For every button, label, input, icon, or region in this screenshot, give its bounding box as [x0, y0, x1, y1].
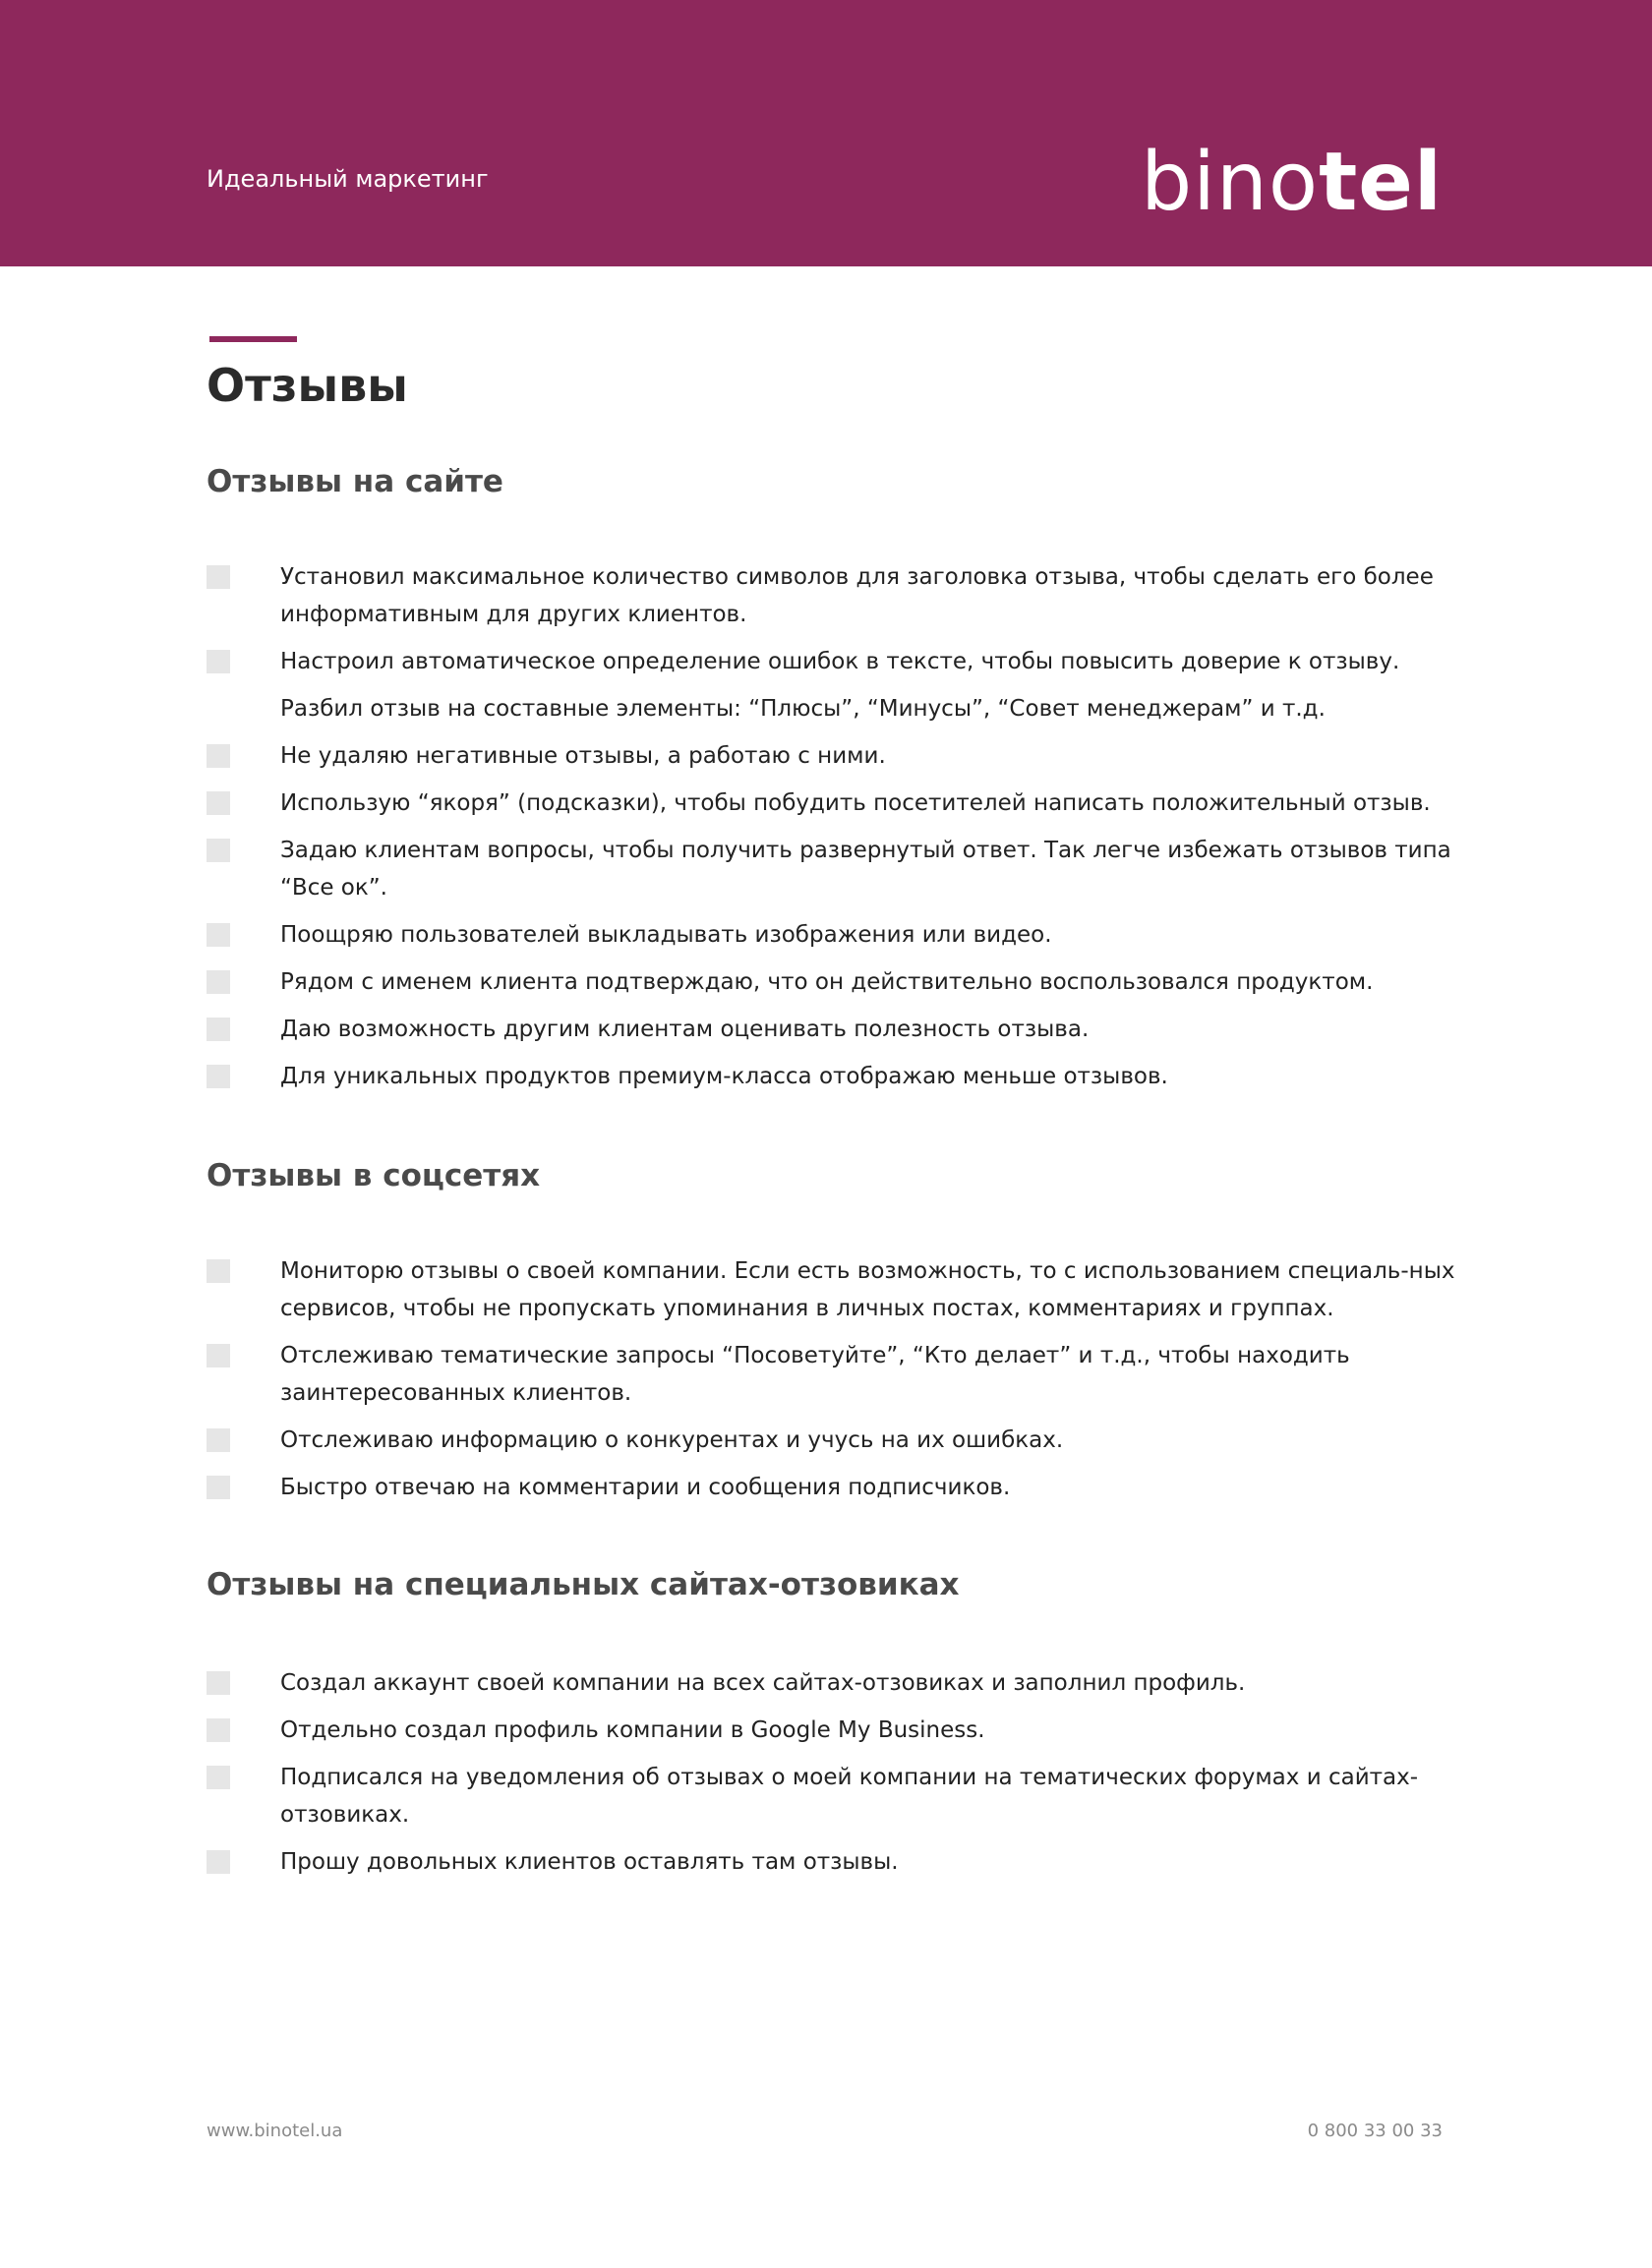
page-title: Отзывы [206, 359, 408, 412]
logo-bold-part: tel [1319, 136, 1443, 229]
checklist-item-text: Настроил автоматическое определение ошибок в тексте, чтобы повысить доверие к отзыву. [280, 649, 1400, 674]
checkbox[interactable] [206, 839, 230, 862]
checklist-item [206, 1469, 1455, 1506]
checklist-item [206, 1058, 1455, 1095]
checklist-item [206, 643, 1455, 680]
checkbox[interactable] [206, 1428, 230, 1452]
checklist-item [206, 690, 1455, 727]
checklist-item-text: Для уникальных продуктов премиум-класса отображаю меньше отзывов. [280, 1064, 1168, 1089]
checklist-item-text: Задаю клиентам вопросы, чтобы получить развернутый ответ. Так легче избежать отзывов типа “Все ок”. [280, 838, 1451, 901]
checklist-item [206, 1011, 1455, 1048]
checkbox[interactable] [206, 1018, 230, 1041]
checklist-item [206, 1843, 1455, 1881]
checklist [206, 558, 1455, 1105]
footer-phone: 0 800 33 00 33 [1307, 2121, 1443, 2141]
checklist-item [206, 832, 1455, 906]
binotel-logo [1141, 134, 1443, 232]
checklist-item [206, 963, 1455, 1001]
title-accent-bar [209, 336, 297, 342]
checkbox[interactable] [206, 1850, 230, 1874]
checklist-item [206, 1252, 1455, 1327]
checklist-item [206, 1664, 1455, 1702]
checkbox[interactable] [206, 565, 230, 589]
checkbox[interactable] [206, 1671, 230, 1695]
checklist-item-text: Даю возможность другим клиентам оценивать полезность отзыва. [280, 1017, 1090, 1042]
checklist-item-text: Рядом с именем клиента подтверждаю, что он действительно воспользовался продуктом. [280, 969, 1374, 995]
checkbox[interactable] [206, 970, 230, 994]
checklist-item-text: Разбил отзыв на составные элементы: “Плюсы”, “Минусы”, “Совет менеджерам” и т.д. [280, 696, 1326, 722]
checklist-item-text: Отслеживаю тематические запросы “Посоветуйте”, “Кто делает” и т.д., чтобы находить заинтересованных клиентов. [280, 1343, 1350, 1406]
checklist-item [206, 558, 1455, 633]
checkbox[interactable] [206, 744, 230, 768]
checklist-item-text: Подписался на уведомления об отзывах о моей компании на тематических форумах и сайтах-отзовиках. [280, 1765, 1419, 1828]
checklist-item [206, 1759, 1455, 1833]
checklist-item-text: Не удаляю негативные отзывы, а работаю с ними. [280, 743, 886, 769]
checklist-item-text: Создал аккаунт своей компании на всех сайтах-отзовиках и заполнил профиль. [280, 1670, 1246, 1696]
checkbox[interactable] [206, 1766, 230, 1789]
checklist-item-text: Установил максимальное количество символов для заголовка отзыва, чтобы сделать его более информативным для других клиентов. [280, 564, 1434, 627]
checkbox[interactable] [206, 1344, 230, 1367]
section-heading: Отзывы на специальных сайтах-отзовиках [206, 1567, 960, 1602]
checklist-item [206, 1337, 1455, 1412]
checkbox[interactable] [206, 650, 230, 673]
checklist-item-text: Быстро отвечаю на комментарии и сообщения подписчиков. [280, 1475, 1011, 1500]
tagline: Идеальный маркетинг [206, 165, 489, 193]
checklist-item [206, 916, 1455, 954]
checkbox[interactable] [206, 923, 230, 947]
checklist-item [206, 737, 1455, 775]
checkbox[interactable] [206, 1259, 230, 1283]
header-banner [0, 0, 1652, 266]
footer-website: www.binotel.ua [206, 2121, 343, 2141]
checkbox[interactable] [206, 1476, 230, 1499]
checklist [206, 1664, 1455, 1890]
section-heading: Отзывы в соцсетях [206, 1158, 541, 1193]
checkbox[interactable] [206, 1065, 230, 1088]
checkbox[interactable] [206, 1718, 230, 1742]
checklist-item-text: Поощряю пользователей выкладывать изображения или видео. [280, 922, 1052, 948]
checklist-item [206, 1712, 1455, 1749]
logo-regular-part: bino [1141, 136, 1320, 229]
checklist-item-text: Мониторю отзывы о своей компании. Если есть возможность, то с использованием специаль-ных сервисов, чтобы не пропускать упоминания в личных постах, комментариях и группах. [280, 1258, 1455, 1321]
checklist-item-text: Использую “якоря” (подсказки), чтобы побудить посетителей написать положительный отзыв. [280, 790, 1431, 816]
section-heading: Отзывы на сайте [206, 464, 503, 499]
checklist-item [206, 1422, 1455, 1459]
checklist-item-text: Прошу довольных клиентов оставлять там отзывы. [280, 1849, 899, 1875]
checklist-item [206, 785, 1455, 822]
checklist-item-text: Отслеживаю информацию о конкурентах и учусь на их ошибках. [280, 1427, 1064, 1453]
checklist-item-text: Отдельно создал профиль компании в Google My Business. [280, 1717, 985, 1743]
checkbox[interactable] [206, 791, 230, 815]
checklist [206, 1252, 1455, 1516]
